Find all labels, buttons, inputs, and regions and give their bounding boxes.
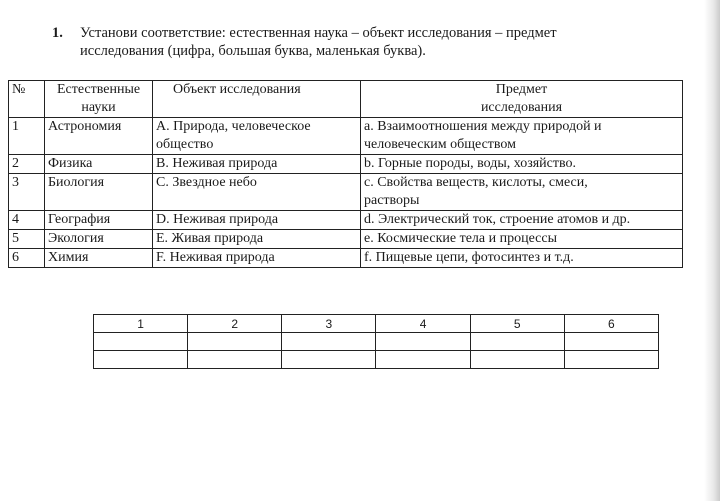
answer-cell[interactable] (282, 333, 376, 351)
header-object-label: Объект исследования (173, 82, 301, 97)
answer-cell[interactable] (470, 333, 564, 351)
row-num: 2 (9, 155, 45, 174)
row-object: E. Живая природа (153, 230, 361, 249)
row-num: 1 (9, 118, 45, 155)
header-subject-line-1: Предмет (495, 82, 548, 97)
answer-header-row (94, 315, 659, 333)
row-science: Астрономия (45, 118, 153, 155)
matching-table (8, 80, 683, 268)
row-num: 3 (9, 174, 45, 211)
answer-header-cell: 5 (470, 315, 564, 333)
answer-row (94, 333, 659, 351)
task-text-line-2: исследования (цифра, большая буква, маленькая буква). (80, 43, 426, 59)
row-subject (361, 174, 683, 211)
row-subject-line-2: растворы (364, 193, 420, 208)
row-science: Экология (45, 230, 153, 249)
row-subject: e. Космические тела и процессы (361, 230, 683, 249)
answer-cell[interactable] (188, 351, 282, 369)
row-subject: f. Пищевые цепи, фотосинтез и т.д. (361, 249, 683, 268)
answer-cell[interactable] (564, 333, 658, 351)
row-num: 4 (9, 211, 45, 230)
row-object: D. Неживая природа (153, 211, 361, 230)
answer-cell[interactable] (470, 351, 564, 369)
row-subject-line-1: a. Взаимоотношения между природой и (364, 119, 602, 134)
row-object-line-1: A. Природа, человеческое (156, 119, 311, 134)
table-row (9, 118, 683, 155)
row-object: B. Неживая природа (153, 155, 361, 174)
row-num: 6 (9, 249, 45, 268)
header-subject-line-2: исследования (480, 100, 563, 115)
header-num: № (9, 81, 45, 118)
task-text (80, 24, 652, 60)
answer-cell[interactable] (564, 351, 658, 369)
row-science: Физика (45, 155, 153, 174)
row-science: География (45, 211, 153, 230)
task-text-line-1: Установи соответствие: естественная наука – объект исследования – предмет (80, 25, 557, 41)
task-statement (52, 24, 652, 60)
answer-cell[interactable] (94, 333, 188, 351)
row-object: C. Звездное небо (153, 174, 361, 211)
row-subject (361, 118, 683, 155)
header-science-line-1: Естественные (56, 82, 141, 97)
answer-cell[interactable] (188, 333, 282, 351)
answer-header-cell: 4 (376, 315, 470, 333)
table-row (9, 249, 683, 268)
answer-header-cell: 1 (94, 315, 188, 333)
header-object (153, 81, 361, 118)
task-number: 1. (52, 25, 63, 41)
row-science: Химия (45, 249, 153, 268)
answer-cell[interactable] (94, 351, 188, 369)
row-science: Биология (45, 174, 153, 211)
row-subject-line-2: человеческим обществом (364, 137, 517, 152)
matching-table-header (9, 81, 683, 118)
header-subject (361, 81, 683, 118)
answer-header-cell: 3 (282, 315, 376, 333)
answer-cell[interactable] (376, 333, 470, 351)
answer-header-cell: 2 (188, 315, 282, 333)
answer-cell[interactable] (282, 351, 376, 369)
answer-cell[interactable] (376, 351, 470, 369)
table-row (9, 211, 683, 230)
table-row (9, 174, 683, 211)
header-science-line-2: науки (81, 100, 116, 115)
row-subject: b. Горные породы, воды, хозяйство. (361, 155, 683, 174)
answer-row (94, 351, 659, 369)
row-object (153, 118, 361, 155)
table-row (9, 155, 683, 174)
row-object: F. Неживая природа (153, 249, 361, 268)
row-object-line-2: общество (156, 137, 214, 152)
table-row (9, 230, 683, 249)
header-science (45, 81, 153, 118)
row-subject-line-1: c. Свойства веществ, кислоты, смеси, (364, 175, 588, 190)
answer-header-cell: 6 (564, 315, 658, 333)
row-subject: d. Электрический ток, строение атомов и др. (361, 211, 683, 230)
page-edge-shadow (704, 0, 720, 501)
answer-table (93, 314, 659, 369)
row-num: 5 (9, 230, 45, 249)
